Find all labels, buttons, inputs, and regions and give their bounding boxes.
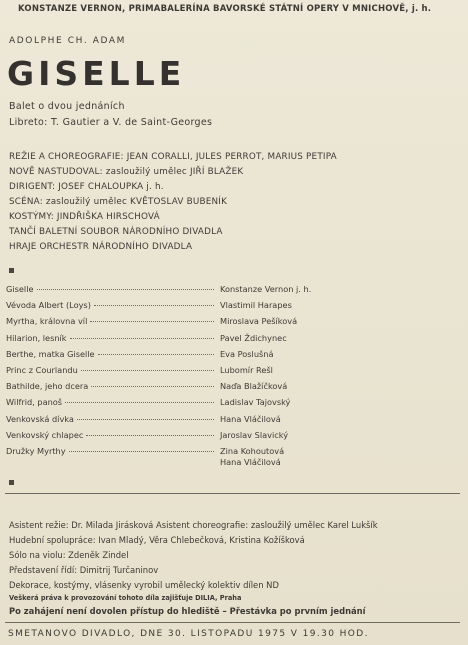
dot-leader — [65, 402, 214, 403]
note-line: Sólo na violu: Zdeněk Zindel — [9, 550, 129, 560]
section-bullet-icon — [9, 268, 14, 273]
cast-row — [6, 300, 426, 316]
dot-leader — [70, 338, 214, 339]
entry-note: Po zahájení není dovolen přístup do hlediště – Přestávka po prvním jednání — [9, 606, 366, 616]
dot-leader — [69, 451, 214, 452]
divider-rule — [5, 622, 460, 623]
actor-name: Jaroslav Slavický — [220, 429, 289, 440]
role-name: Myrtha, královna víl — [6, 316, 88, 327]
actor-name-group — [220, 446, 284, 468]
cast-row — [6, 316, 426, 332]
subtitle: Balet o dvou jednáních — [9, 101, 125, 112]
credit-line: KOSTÝMY: JINDŘIŠKA HIRSCHOVÁ — [9, 212, 160, 222]
cast-row — [6, 381, 426, 397]
composer-name: ADOLPHE CH. ADAM — [9, 36, 126, 46]
role-name: Hilarion, lesník — [6, 332, 67, 343]
ballet-title: GISELLE — [7, 54, 186, 93]
credit-line: DIRIGENT: JOSEF CHALOUPKA j. h. — [9, 182, 164, 192]
credit-line: SCÉNA: zasloužilý umělec KVĚTOSLAV BUBENÍK — [9, 197, 228, 207]
actor-name: Lubomír Rešl — [220, 364, 273, 375]
note-line: Dekorace, kostýmy, vlásenky vyrobil umělecký kolektiv dílen ND — [9, 580, 279, 590]
rights-note: Veškerá práva k provozování tohoto díla zajišťuje DILIA, Praha — [9, 594, 242, 602]
header-line: KONSTANZE VERNON, PRIMABALERÍNA BAVORSKÉ STÁTNÍ OPERY V MNICHOVĚ, j. h. — [18, 4, 432, 14]
actor-name: Hana Vláčilová — [220, 413, 281, 424]
dot-leader — [90, 321, 214, 322]
credit-line: REŽIE A CHOREOGRAFIE: JEAN CORALLI, JULES PERROT, MARIUS PETIPA — [9, 152, 337, 162]
cast-row — [6, 397, 426, 413]
performance-date-line: SMETANOVO DIVADLO, DNE 30. LISTOPADU 1975 V 19.30 HOD. — [8, 629, 369, 639]
cast-row — [6, 414, 426, 430]
cast-row — [6, 365, 426, 381]
dot-leader — [86, 435, 214, 436]
credit-line: HRAJE ORCHESTR NÁRODNÍHO DIVADLA — [9, 242, 193, 252]
role-name: Vévoda Albert (Loys) — [6, 300, 91, 311]
cast-row — [6, 430, 426, 446]
cast-row — [6, 349, 426, 365]
role-name: Berthe, matka Giselle — [6, 348, 95, 359]
actor-name: Miroslava Pešíková — [220, 316, 298, 327]
role-name: Giselle — [6, 284, 34, 294]
note-line: Představení řídí: Dimitrij Turčaninov — [9, 565, 159, 575]
note-line: Hudební spolupráce: Ivan Mladý, Věra Chlebečková, Kristina Kožíšková — [9, 535, 305, 545]
actor-name: Pavel Ždichynec — [220, 332, 287, 343]
libretto-line: Libreto: T. Gautier a V. de Saint-Georges — [9, 117, 213, 128]
role-name: Venkovský chlapec — [6, 429, 84, 440]
actor-name: Konstanze Vernon j. h. — [220, 284, 312, 294]
role-name: Princ z Courlandu — [6, 364, 78, 375]
credit-line: TANČÍ BALETNÍ SOUBOR NÁRODNÍHO DIVADLA — [9, 227, 223, 237]
actor-name: Naďa Blažíčková — [220, 381, 288, 392]
actor-name: Zina Kohoutová — [220, 445, 285, 456]
dot-leader — [91, 386, 214, 387]
role-name: Wilfrid, panoš — [6, 397, 63, 408]
cast-list — [6, 284, 426, 474]
cast-row — [6, 333, 426, 349]
actor-name: Eva Poslušná — [220, 348, 274, 359]
credit-line: NOVĚ NASTUDOVAL: zasloužilý umělec JIŘÍ BLAŽEK — [9, 167, 244, 177]
note-line: Asistent režie: Dr. Milada Jirásková Asistent choreografie: zasloužilý umělec Karel Lukšík — [9, 520, 378, 530]
dot-leader — [37, 289, 214, 290]
cast-row — [6, 446, 426, 474]
actor-name: Hana Vláčilová — [220, 456, 281, 467]
dot-leader — [81, 370, 214, 371]
dot-leader — [94, 305, 214, 306]
credits-list — [9, 150, 337, 255]
dot-leader — [77, 419, 214, 420]
cast-row — [6, 284, 426, 300]
section-bullet-icon — [9, 480, 14, 485]
divider-rule — [5, 493, 460, 494]
role-name: Venkovská dívka — [6, 413, 74, 424]
production-notes — [9, 518, 378, 619]
role-name: Bathilde, jeho dcera — [6, 381, 89, 392]
actor-name: Vlastimil Harapes — [220, 300, 292, 311]
actor-name: Ladislav Tajovský — [220, 397, 291, 408]
role-name: Družky Myrthy — [6, 445, 66, 456]
dot-leader — [98, 354, 214, 355]
